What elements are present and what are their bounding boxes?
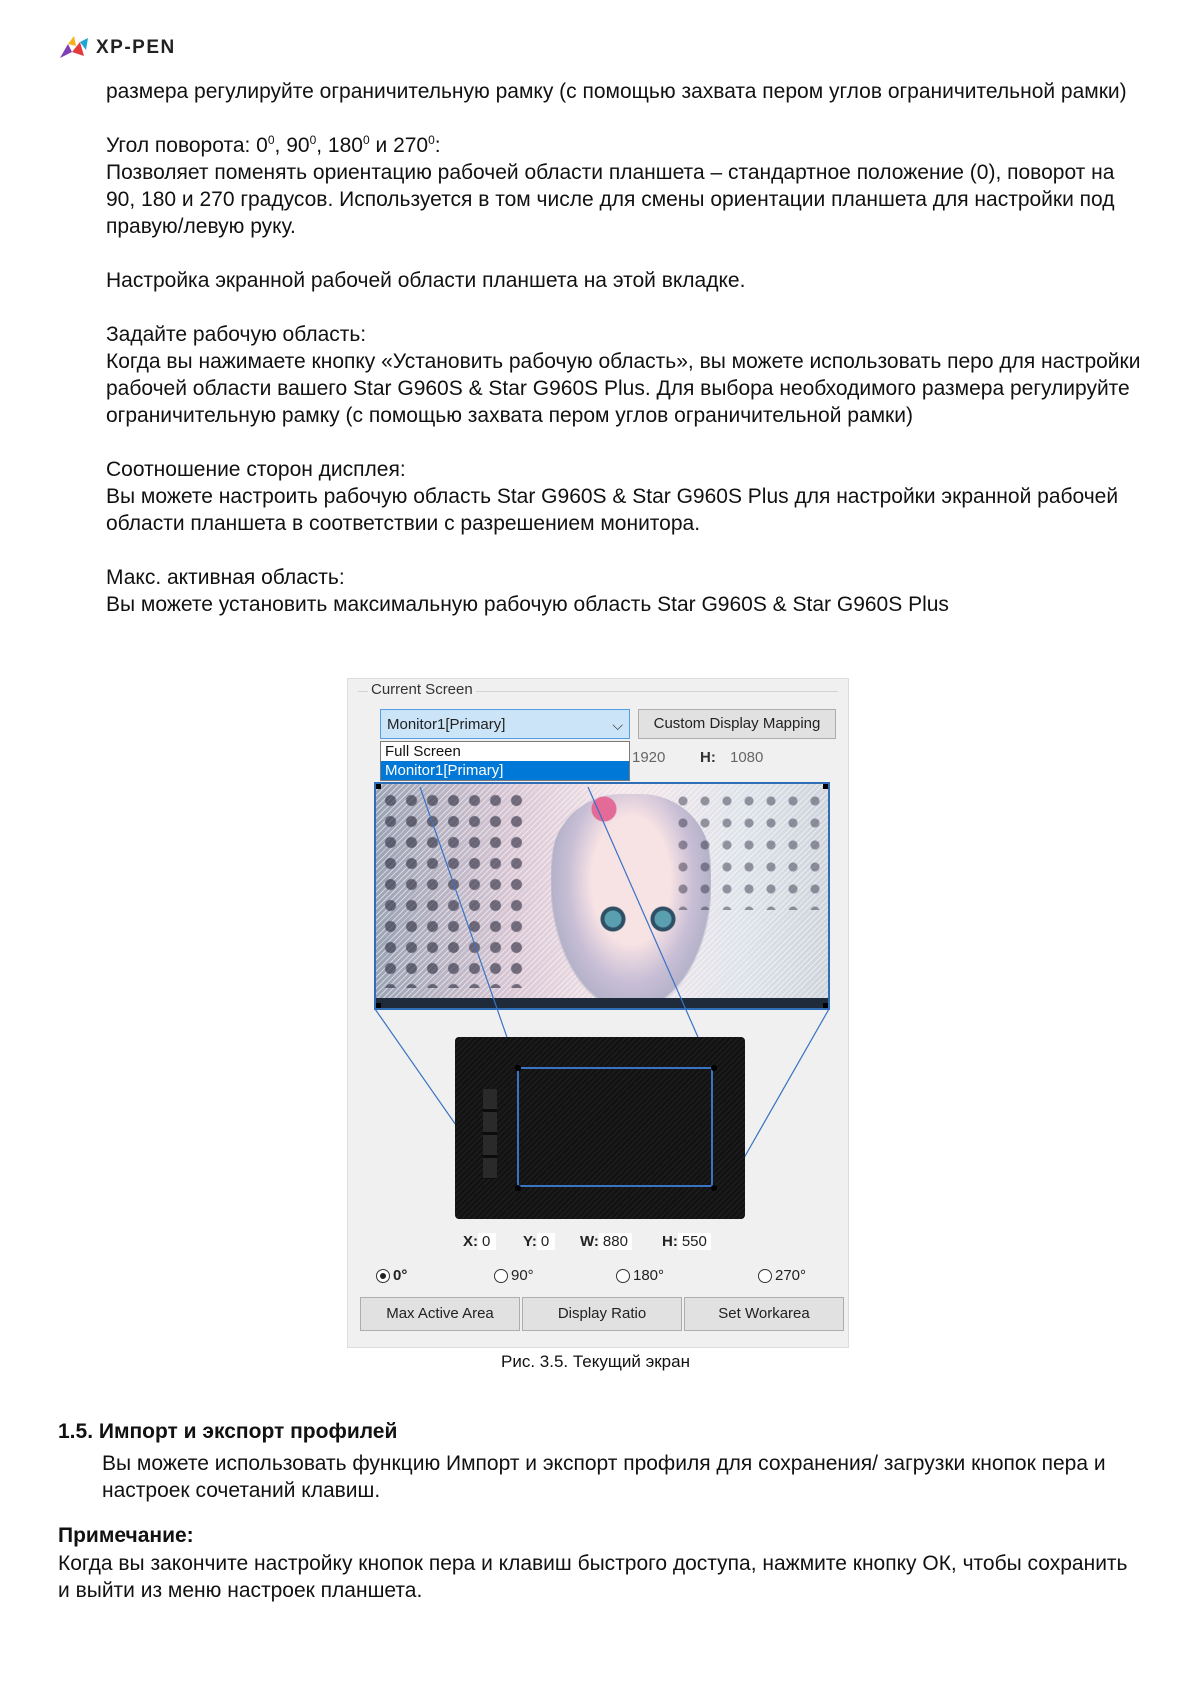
brand-logo — [58, 36, 176, 60]
wallpaper-bow — [586, 796, 622, 822]
ratio-title: Соотношение сторон дисплея: — [106, 458, 406, 481]
corner-handle-br[interactable] — [823, 1003, 828, 1008]
tablet-preview — [455, 1037, 745, 1219]
dropdown-option-monitor1[interactable]: Monitor1[Primary] — [381, 761, 629, 780]
rotation-body: Позволяет поменять ориентацию рабочей области планшета – стандартное положение (0), поворот на 90, 180 и 270 градусов. Используется в том числе для смены ориентации планшета для настройки под правую/левую руку. — [106, 161, 1115, 238]
active-area-handle-br[interactable] — [711, 1185, 717, 1191]
tablet-express-keys — [483, 1089, 497, 1179]
screen-preview[interactable] — [374, 782, 830, 1010]
monitor-select[interactable] — [380, 709, 630, 739]
rotation-radio-0[interactable]: 0° — [376, 1267, 407, 1284]
custom-display-mapping-button[interactable]: Custom Display Mapping — [638, 709, 836, 739]
coord-x: X: 0 — [463, 1233, 496, 1250]
monitor-dropdown-list — [380, 741, 630, 781]
active-area-handle-bl[interactable] — [515, 1185, 521, 1191]
screen-setup-text: Настройка экранной рабочей области планшета на этой вкладке. — [106, 269, 746, 292]
desktop-icons-left — [380, 790, 530, 988]
rotation-radio-180[interactable]: 180° — [616, 1267, 664, 1284]
workarea-body: Когда вы нажимаете кнопку «Установить рабочую область», вы можете использовать перо для настройки рабочей области вашего Star G960S & Star G960S Plus. Для выбора необходимого размера регулируйте ограничительную рамку (с помощью захвата пером углов ограничительной рамки) — [106, 350, 1141, 427]
note-body: Когда вы закончите настройку кнопок пера и клавиш быстрого доступа, нажмите кнопку ОК, чтобы сохранить и выйти из меню настроек планшета. — [58, 1552, 1128, 1602]
coord-y: Y: 0 — [523, 1233, 555, 1250]
brand-name: XP-PEN — [96, 37, 176, 58]
section-body: Вы можете использовать функцию Импорт и экспорт профиля для сохранения/ загрузки кнопок пера и настроек сочетаний клавиш. — [102, 1452, 1106, 1502]
note-title: Примечание: — [58, 1524, 194, 1547]
rotation-radio-90[interactable]: 90° — [494, 1267, 534, 1284]
coord-w: W: 880 — [580, 1233, 632, 1250]
desktop-icons-right — [672, 790, 822, 910]
display-ratio-button[interactable]: Display Ratio — [522, 1297, 682, 1331]
radio-empty-icon — [758, 1269, 772, 1283]
intro-text — [106, 78, 1146, 618]
current-screen-figure — [347, 678, 849, 1348]
taskbar — [376, 998, 828, 1008]
active-area-handle-tr[interactable] — [711, 1065, 717, 1071]
max-active-area-button[interactable]: Max Active Area — [360, 1297, 520, 1331]
workarea-title: Задайте рабочую область: — [106, 323, 367, 346]
radio-empty-icon — [494, 1269, 508, 1283]
active-area-handle-tl[interactable] — [515, 1065, 521, 1071]
rotation-title: Угол поворота: $0^0$, $90^0$, $180^0$ и $270^0$: — [106, 133, 441, 157]
corner-handle-bl[interactable] — [376, 1003, 381, 1008]
wallpaper-eye-left — [598, 906, 628, 932]
corner-handle-tr[interactable] — [823, 784, 828, 789]
section-title: 1.5. Импорт и экспорт профилей — [58, 1420, 398, 1443]
coord-y-value[interactable]: 0 — [537, 1233, 555, 1250]
screen-width-value: 1920 — [632, 749, 666, 766]
figure-caption: Рис. 3.5. Текущий экран — [501, 1352, 690, 1371]
coord-h-value[interactable]: 550 — [678, 1233, 711, 1250]
rotation-radio-270[interactable]: 270° — [758, 1267, 806, 1284]
radio-empty-icon — [616, 1269, 630, 1283]
max-area-body: Вы можете установить максимальную рабочую область Star G960S & Star G960S Plus — [106, 593, 949, 616]
chevron-down-icon: ⌵ — [612, 717, 623, 733]
coord-h: H: 550 — [662, 1233, 711, 1250]
set-workarea-button[interactable]: Set Workarea — [684, 1297, 844, 1331]
screen-height-label: H: — [700, 749, 716, 766]
corner-handle-tl[interactable] — [376, 784, 381, 789]
dropdown-option-full-screen[interactable]: Full Screen — [385, 743, 461, 760]
tablet-active-area[interactable] — [517, 1067, 713, 1187]
xp-pen-logo-icon — [58, 36, 90, 60]
group-label: Current Screen — [368, 681, 476, 698]
max-area-title: Макс. активная область: — [106, 566, 345, 589]
screen-height-value: 1080 — [730, 749, 764, 766]
coord-x-value[interactable]: 0 — [478, 1233, 496, 1250]
ratio-body: Вы можете настроить рабочую область Star G960S & Star G960S Plus для настройки экранной рабочей области планшета в соответствии с разрешением монитора. — [106, 485, 1119, 535]
coord-w-value[interactable]: 880 — [599, 1233, 632, 1250]
paragraph-continued: размера регулируйте ограничительную рамку (с помощью захвата пером углов ограничительной рамки) — [106, 80, 1127, 103]
monitor-select-value: Monitor1[Primary] — [387, 716, 506, 733]
radio-selected-icon — [376, 1269, 390, 1283]
